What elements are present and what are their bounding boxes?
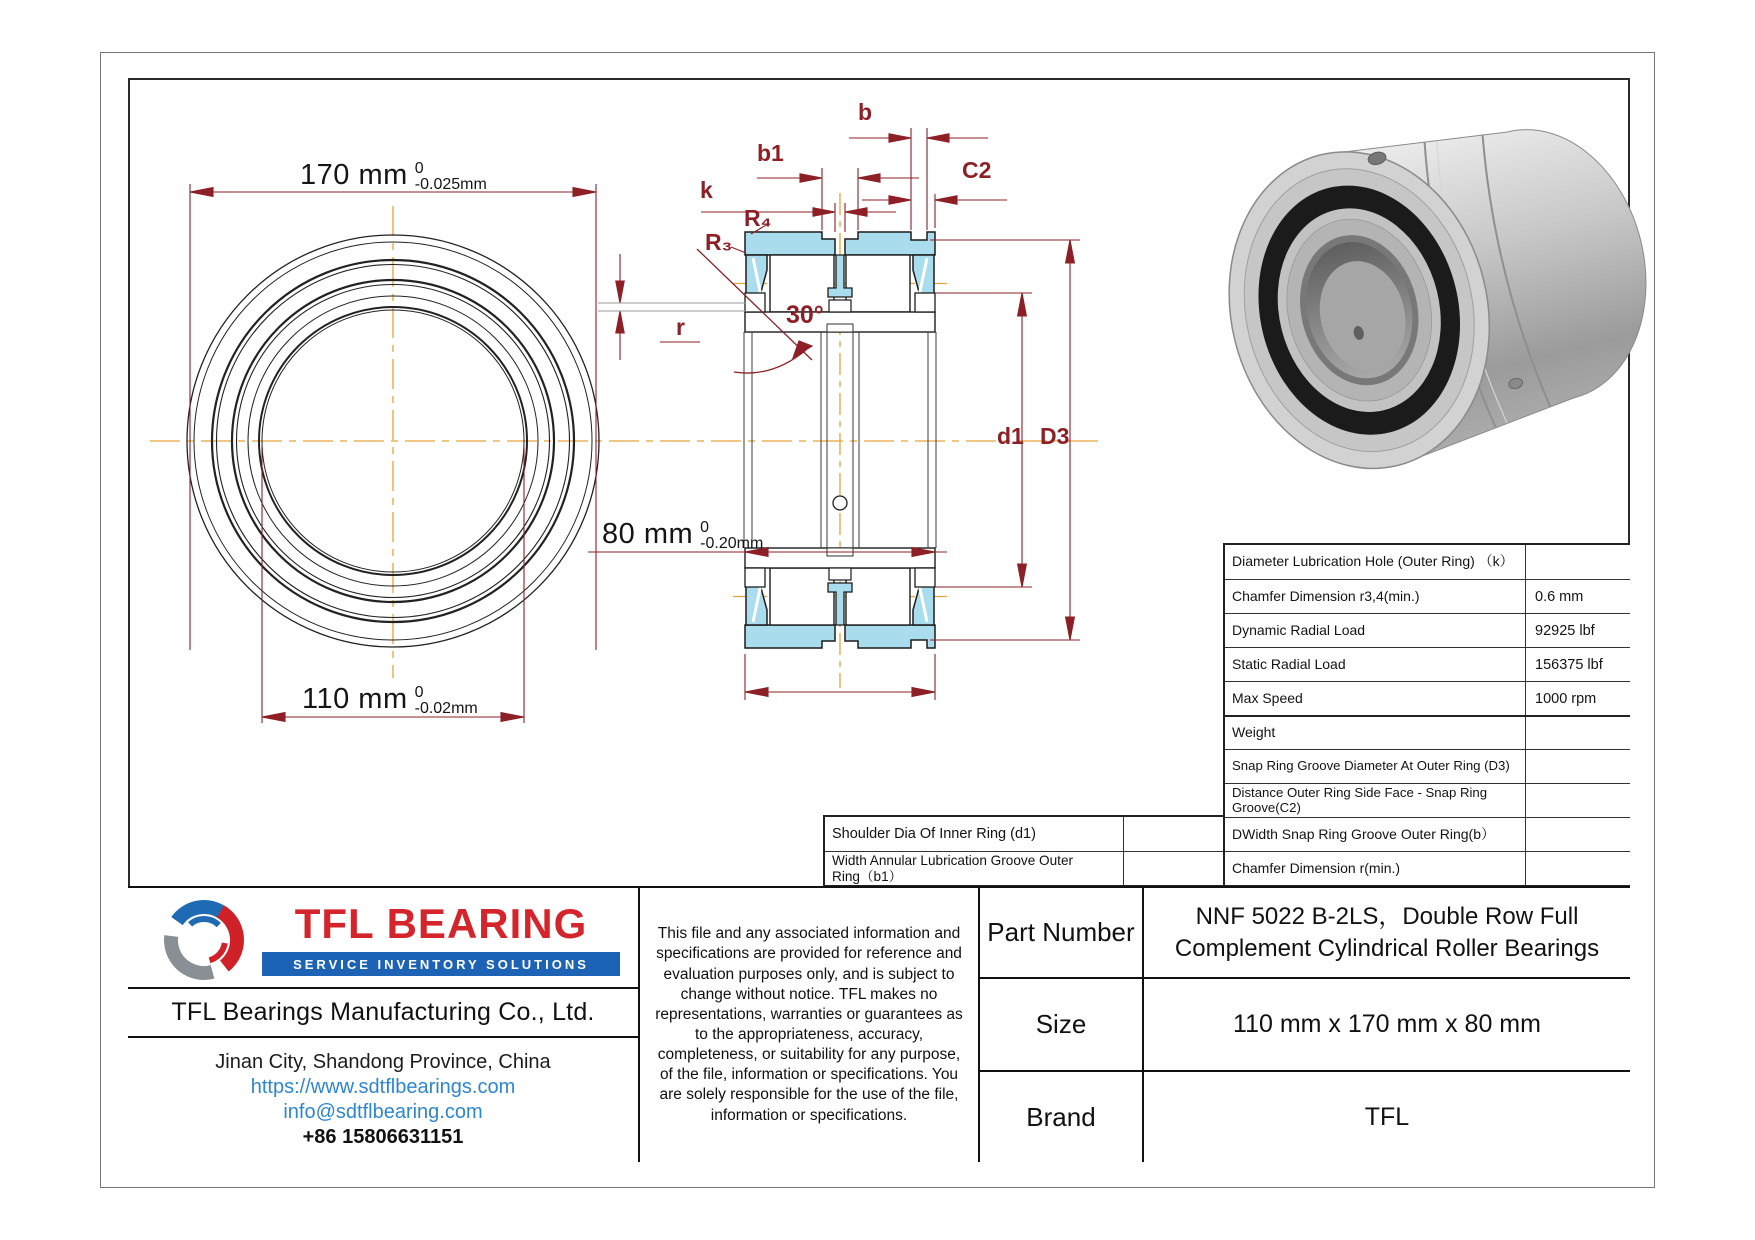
- spec-value: 0.6 mm: [1535, 588, 1584, 605]
- table-row: [1225, 783, 1630, 817]
- table-row: [1225, 647, 1630, 681]
- spec-value: [1526, 750, 1630, 783]
- label-r: r: [676, 314, 685, 340]
- logo-subtitle: SERVICE INVENTORY SOLUTIONS: [262, 952, 620, 976]
- spec-value: 1000 rpm: [1535, 690, 1597, 707]
- spec-label: Chamfer Dimension r3,4(min.): [1225, 580, 1526, 613]
- spec-table: [1223, 543, 1630, 887]
- label-b: b: [858, 99, 873, 125]
- label-d1: d1: [997, 423, 1024, 449]
- centerlines: [150, 193, 1100, 688]
- lubrication-hole: [833, 496, 847, 510]
- table-row: [1225, 579, 1630, 613]
- side-label: Width Annular Lubrication Groove Outer Ring（b1）: [825, 852, 1124, 885]
- part-number-value: NNF 5022 B-2LS，Double Row Full Complement Cylindrical Roller Bearings: [1174, 903, 1600, 962]
- label-k: k: [700, 177, 713, 203]
- spec-value: [1526, 717, 1630, 749]
- spec-label: DWidth Snap Ring Groove Outer Ring(b）: [1225, 818, 1526, 851]
- bearing-3d-render: [1196, 85, 1679, 497]
- company-phone: +86 15806631151: [302, 1126, 464, 1148]
- dim-width: [602, 517, 764, 552]
- size-value: 110 mm x 170 mm x 80 mm: [1233, 1010, 1541, 1039]
- spec-label: Distance Outer Ring Side Face - Snap Ring Groove(C2): [1225, 784, 1526, 817]
- table-row: [825, 851, 1223, 885]
- dim-bore-tolerance: 0 -0.02mm: [414, 684, 478, 717]
- brand-value: TFL: [1364, 1102, 1410, 1131]
- side-value: [1124, 852, 1223, 885]
- company-block: [128, 886, 640, 1162]
- label-b1: b1: [757, 140, 784, 166]
- table-row: [825, 817, 1223, 851]
- dim-width-tolerance: 0 -0.20mm: [700, 519, 764, 552]
- table-row: [1225, 681, 1630, 715]
- dimension-lines: [190, 128, 1080, 723]
- dim-bore-diameter: [302, 682, 478, 717]
- dim-od-value: 170 mm: [300, 159, 408, 191]
- spec-label: Max Speed: [1225, 682, 1526, 715]
- spec-label: Chamfer Dimension r(min.): [1225, 852, 1526, 885]
- label-d3: D3: [1040, 423, 1070, 449]
- company-email-link[interactable]: info@sdtflbearing.com: [283, 1101, 483, 1123]
- part-number-label: Part Number: [980, 888, 1144, 977]
- spec-value: 156375 lbf: [1535, 656, 1603, 673]
- dim-outer-diameter: [300, 158, 487, 193]
- side-spec-table: [823, 815, 1223, 887]
- spec-value: [1526, 818, 1630, 851]
- spec-label: Snap Ring Groove Diameter At Outer Ring (D3): [1225, 750, 1526, 783]
- spec-label: Dynamic Radial Load: [1225, 614, 1526, 647]
- label-r4: R₄: [744, 205, 772, 231]
- company-name: TFL Bearings Manufacturing Co., Ltd.: [128, 989, 638, 1038]
- table-row: [980, 888, 1630, 977]
- brand-label: Brand: [980, 1072, 1144, 1162]
- spec-value: [1526, 545, 1630, 579]
- logo-title: TFL BEARING: [294, 900, 588, 947]
- table-row: [1225, 715, 1630, 749]
- table-row: [1225, 545, 1630, 579]
- spec-label: Weight: [1225, 717, 1526, 749]
- table-row: [1225, 613, 1630, 647]
- part-info-table: [978, 886, 1630, 1162]
- label-c2: C2: [962, 157, 992, 183]
- company-address: Jinan City, Shandong Province, China: [215, 1051, 551, 1073]
- disclaimer-block: [640, 886, 978, 1162]
- side-value: [1124, 817, 1223, 851]
- company-contact: [128, 1038, 638, 1162]
- disclaimer-text: This file and any associated information and specifications are provided for reference and evaluation purposes only, and is subject to change without notice. TFL makes no representations, warranties or guarantees as to the appropriateness, accuracy, completeness, or suitability for any purpose, of the file, information or specifications. You are solely responsible for the use of the file, information or specifications.: [655, 925, 963, 1124]
- company-website-link[interactable]: https://www.sdtflbearings.com: [250, 1076, 516, 1098]
- side-label: Shoulder Dia Of Inner Ring (d1): [825, 817, 1124, 851]
- table-row: [1225, 851, 1630, 885]
- label-r3: R₃: [705, 229, 733, 255]
- table-row: [980, 977, 1630, 1070]
- dim-od-tolerance: 0 -0.025mm: [414, 160, 487, 193]
- table-row: [980, 1070, 1630, 1162]
- table-row: [1225, 749, 1630, 783]
- spec-label: Diameter Lubrication Hole (Outer Ring) （k）: [1225, 545, 1526, 579]
- label-angle: 30°: [786, 301, 824, 329]
- r-reference-lines: [598, 303, 746, 311]
- table-row: [1225, 817, 1630, 851]
- spec-value: [1526, 784, 1630, 817]
- spec-value: [1526, 852, 1630, 885]
- size-label: Size: [980, 979, 1144, 1070]
- tfl-logo-icon: [158, 894, 250, 986]
- dim-bore-value: 110 mm: [302, 683, 408, 715]
- spec-label: Static Radial Load: [1225, 648, 1526, 681]
- dim-width-value: 80 mm: [602, 518, 694, 550]
- company-logo-row: [128, 888, 638, 989]
- spec-value: 92925 lbf: [1535, 622, 1595, 639]
